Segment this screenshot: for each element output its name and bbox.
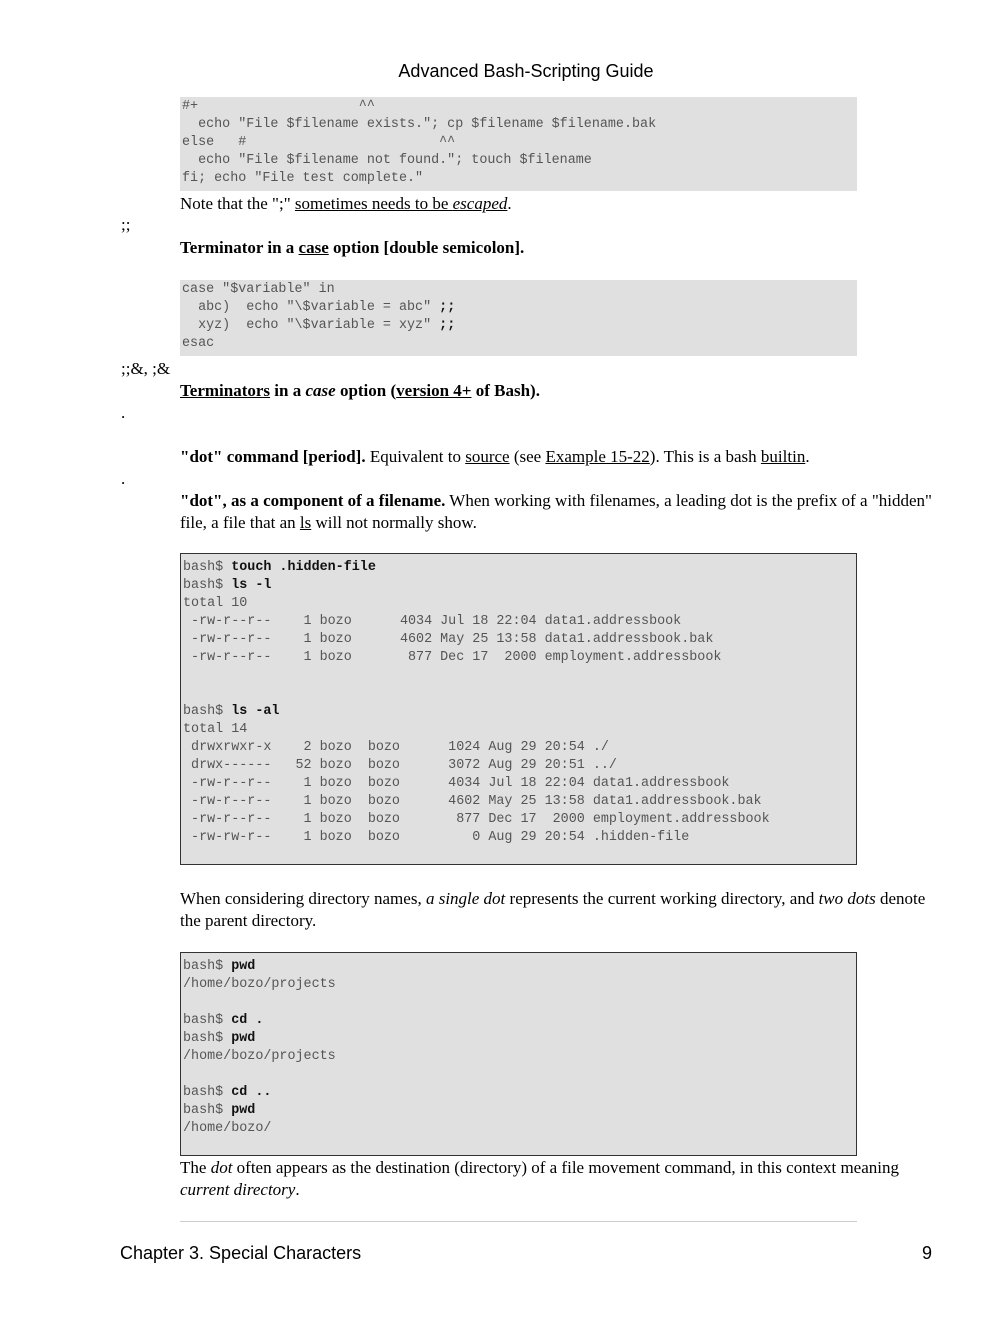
command-output: total 14 drwxrwxr-x 2 bozo bozo 1024 Aug 29 20:54 ./ drwx------ 52 bozo bozo 3072 Aug 29 20:51 ../ -rw-r--r-- 1 bozo bozo 4034 Jul 18 22:04 data1.addressbook -rw-r--r-- 1 bozo bozo 4602 May 25 13:58 data1.addressbook.bak -rw-r--r-- 1 bozo bozo 877 Dec 17 2000 employment.addressbook -rw-rw-r-- 1 bozo bozo 0 Aug 29 20:54 .hidden-file bbox=[183, 722, 770, 845]
terminators-link[interactable]: Terminators bbox=[180, 381, 271, 400]
destination-paragraph: The dot often appears as the destination (directory) of a file movement command, in this context meaning current directory. bbox=[180, 1158, 899, 1199]
note-escaped: Note that the ";" sometimes needs to be escaped. bbox=[180, 194, 512, 213]
case-link[interactable]: case bbox=[298, 238, 329, 257]
command: cd . bbox=[231, 1013, 264, 1028]
term-case-terminators: ;;&, ;& bbox=[121, 359, 171, 378]
example-15-22-link[interactable]: Example 15-22 bbox=[545, 447, 650, 466]
command: pwd bbox=[231, 1031, 256, 1046]
code-line: fi; echo "File test complete." bbox=[182, 171, 424, 186]
terminal-ls-example: bash$ touch .hidden-file bash$ ls -l total 10 -rw-r--r-- 1 bozo 4034 Jul 18 22:04 data1.addressbook -rw-r--r-- 1 bozo 4602 May 25 13:58 data1.addressbook.bak -rw-r--r-- 1 bozo 877 Dec 17 2000 employment.addressbook bash$ ls -al total 14 drwxrwxr-x 2 bozo bozo 1024 Aug 29 20:54 ./ drwx------ 52 bozo bozo 3072 Aug 29 20:51 ../ -rw-r--r-- 1 bozo bozo 4034 Jul 18 22:04 data1.addressbook -rw-r--r-- 1 bozo bozo 4602 May 25 13:58 data1.addressbook.bak -rw-r--r-- 1 bozo bozo 877 Dec 17 2000 employment.addressbook -rw-rw-r-- 1 bozo bozo 0 Aug 29 20:54 .hidden-file bbox=[180, 553, 857, 865]
escaped-link[interactable]: sometimes needs to be escaped bbox=[294, 194, 508, 213]
command-output: /home/bozo/projects bbox=[183, 977, 336, 992]
command: pwd bbox=[231, 1103, 256, 1118]
version-4-link[interactable]: version 4+ bbox=[396, 381, 472, 400]
directory-names-paragraph: When considering directory names, a single dot represents the current working directory, and two dots denote the parent directory. bbox=[180, 889, 926, 930]
command-output: /home/bozo/ bbox=[183, 1121, 272, 1136]
dot-command-description: "dot" command [period]. Equivalent to source (see Example 15-22). This is a bash builtin. bbox=[180, 447, 810, 466]
term-dot-command: . bbox=[121, 403, 126, 422]
source-link[interactable]: source bbox=[465, 447, 510, 466]
command: ls -al bbox=[231, 704, 280, 719]
code-block-case bbox=[180, 280, 857, 356]
code-line: case "$variable" in bbox=[182, 282, 335, 297]
footer-divider bbox=[180, 1221, 857, 1222]
code-line: xyz) echo "\$variable = xyz" bbox=[182, 318, 440, 333]
term-dot-filename: . bbox=[121, 469, 126, 488]
page-header: Advanced Bash-Scripting Guide bbox=[398, 61, 654, 81]
builtin-link[interactable]: builtin bbox=[760, 447, 806, 466]
case-terminators-description: Terminators in a case option (version 4+ of Bash). bbox=[180, 381, 540, 400]
terminal-pwd-example: bash$ pwd /home/bozo/projects bash$ cd . bash$ pwd /home/bozo/projects bash$ cd .. bash$ pwd /home/bozo/ bbox=[180, 952, 857, 1156]
code-line: abc) echo "\$variable = abc" bbox=[182, 300, 440, 315]
double-semicolon-description: Terminator in a case option [double semicolon]. bbox=[180, 238, 525, 257]
code-line: else # ^^ bbox=[182, 135, 456, 150]
code-emphasis: ;; bbox=[439, 318, 456, 333]
ls-link[interactable]: ls bbox=[299, 513, 312, 532]
code-line: esac bbox=[182, 336, 215, 351]
code-emphasis: ;; bbox=[439, 300, 456, 315]
command: cd .. bbox=[231, 1085, 272, 1100]
code-line: echo "File $filename not found."; touch $filename bbox=[182, 153, 592, 168]
command: ls -l bbox=[231, 578, 272, 593]
command: pwd bbox=[231, 959, 256, 974]
footer-chapter: Chapter 3. Special Characters bbox=[120, 1243, 362, 1263]
command-output: /home/bozo/projects bbox=[183, 1049, 336, 1064]
code-block-file-test bbox=[180, 97, 857, 191]
page-number: 9 bbox=[921, 1243, 932, 1263]
code-line: echo "File $filename exists."; cp $filename $filename.bak bbox=[182, 117, 657, 132]
term-double-semicolon: ;; bbox=[121, 215, 131, 234]
dot-filename-description: "dot", as a component of a filename. When working with filenames, a leading dot is the prefix of a "hidden" file, a file that an ls will not normally show. bbox=[180, 491, 932, 532]
command: touch .hidden-file bbox=[231, 560, 376, 575]
command-output: total 10 -rw-r--r-- 1 bozo 4034 Jul 18 22:04 data1.addressbook -rw-r--r-- 1 bozo 4602 May 25 13:58 data1.addressbook.bak -rw-r--r-- 1 bozo 877 Dec 17 2000 employment.addressbook bbox=[183, 596, 722, 665]
code-line: #+ ^^ bbox=[182, 99, 375, 114]
